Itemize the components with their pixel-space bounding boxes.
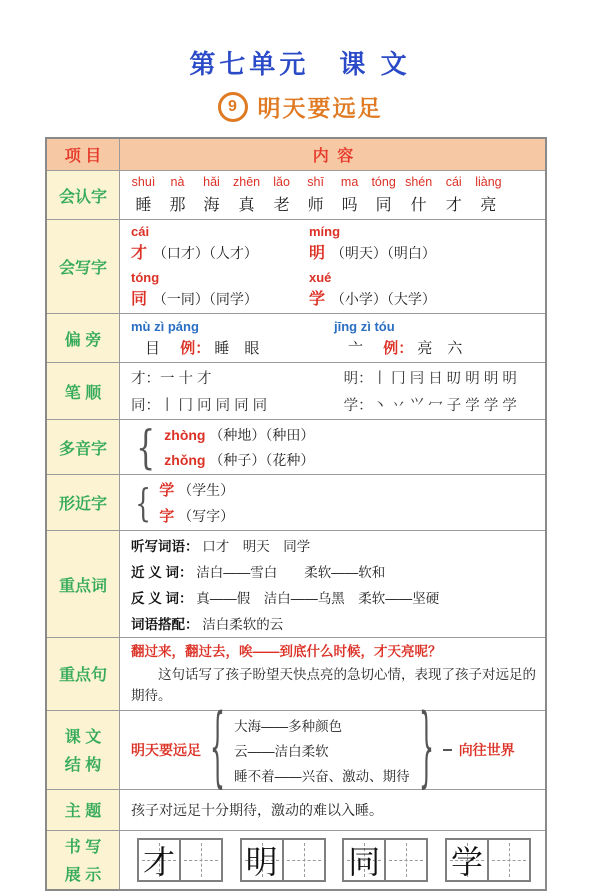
theme-text: 孩子对远足十分期待，激动的难以入睡。 [131, 801, 383, 818]
example-label: 例： [180, 339, 211, 357]
radical-examples: 亮 六 [417, 339, 463, 357]
page-header [0, 0, 600, 123]
practice-hanzi: 学 [450, 842, 483, 881]
writing-box-pair [240, 838, 326, 882]
radical-glyph: 目 [145, 339, 161, 357]
pinyin: hǎi [203, 175, 220, 189]
row-writing-display [47, 830, 545, 889]
label-theme: 主 题 [64, 803, 102, 821]
line-text: 口才 明天 同学 [202, 539, 311, 554]
char-pinyin-pair [303, 175, 328, 215]
structure-result: 向往世界 [458, 741, 515, 758]
row-key-words [47, 530, 545, 637]
connector-line [443, 749, 452, 751]
radical-examples: 睡 眼 [214, 339, 260, 357]
header-item-label: 项 目 [64, 148, 102, 165]
table-header-row [47, 139, 545, 170]
row-stroke-order [47, 362, 545, 419]
pinyin: míng [309, 224, 341, 239]
row-similar-chars [47, 474, 545, 530]
writing-grid [131, 836, 537, 884]
practice-hanzi: 明 [245, 842, 278, 881]
example-words: （一同）（同学） [152, 291, 258, 307]
pinyin: zhǒng [164, 451, 206, 468]
radical-group [334, 319, 537, 358]
hanzi: 亮 [480, 197, 497, 214]
writing-box-filled [445, 838, 489, 882]
key-sentence: 翻过来，翻过去，唉——到底什么时候，才天亮呢？ [131, 644, 442, 659]
hanzi: 学 [159, 482, 175, 499]
pinyin: tóng [131, 270, 160, 285]
writing-box-empty [384, 838, 428, 882]
writing-box-pair [137, 838, 223, 882]
polyphonic-list [164, 425, 314, 470]
example-words: （种子）（花种） [209, 451, 315, 468]
sentence-analysis: 这句话写了孩子盼望天快点亮的急切心情，表现了孩子对远足的期待。 [131, 667, 536, 703]
similar-char-entry [159, 479, 234, 500]
hanzi: 海 [203, 197, 220, 214]
label-structure-line2: 结 构 [64, 757, 102, 775]
right-brace-icon: } [418, 697, 434, 800]
write-char-entry [131, 224, 309, 263]
stroke-order-line: 明：丨 冂 冃 日 旫 明 明 明 [343, 371, 517, 387]
hanzi: 同 [375, 197, 392, 214]
row-write-chars [47, 219, 545, 313]
char-pinyin-pair [475, 175, 501, 215]
char-pinyin-pair [371, 175, 396, 215]
row-key-sentence [47, 637, 545, 710]
char-pinyin-pair [131, 175, 156, 215]
hanzi: 吗 [341, 197, 358, 214]
hanzi: 学 [309, 291, 326, 308]
hanzi: 同 [131, 291, 148, 308]
label-polyphonic-chars: 多音字 [58, 440, 107, 458]
pinyin: zhòng [164, 426, 206, 443]
writing-box-filled [342, 838, 386, 882]
example-words: （口才）（人才） [152, 245, 258, 261]
unit-title: 第七单元 课 文 [189, 49, 411, 79]
hanzi: 才 [445, 197, 462, 214]
label-key-words: 重点词 [58, 577, 107, 595]
hanzi: 才 [131, 245, 148, 262]
pinyin: zhēn [233, 175, 261, 189]
stroke-order-line: 学：丶 丷 ⺍ 冖 子 学 学 学 [343, 398, 517, 414]
key-word-lines [131, 535, 537, 633]
hanzi: 字 [159, 508, 175, 525]
writing-box-filled [137, 838, 181, 882]
pinyin: shén [405, 175, 433, 189]
structure-branch: 大海——多种颜色 [234, 718, 343, 734]
line-label: 反 义 词： [131, 591, 193, 606]
write-char-list [131, 224, 537, 309]
char-pinyin-pair [269, 175, 294, 215]
label-similar-chars: 形近字 [58, 496, 107, 513]
label-write-chars: 会写字 [58, 260, 107, 277]
char-pinyin-pair [337, 175, 362, 215]
line-text: 洁白——雪白 柔软——软和 [196, 565, 386, 580]
header-content-label: 内 容 [312, 148, 356, 165]
example-words: （写字） [178, 508, 235, 524]
polyphonic-entry [164, 450, 314, 470]
recognize-char-list [131, 175, 537, 215]
pinyin: xué [309, 270, 332, 285]
label-writing-line2: 展 示 [64, 867, 102, 885]
key-word-line [131, 535, 537, 555]
structure-branch: 云——洁白柔软 [234, 743, 329, 759]
lesson-title-row [0, 90, 600, 123]
lesson-number-badge: 9 [218, 92, 248, 122]
practice-hanzi: 才 [142, 842, 175, 881]
pinyin: shuì [131, 175, 156, 189]
polyphonic-entry [164, 425, 314, 445]
example-label: 例： [383, 339, 414, 357]
row-text-structure [47, 697, 545, 800]
writing-box-pair [342, 838, 428, 882]
header-item-cell [47, 139, 120, 170]
left-brace-icon: { [135, 480, 151, 525]
pinyin: liàng [475, 175, 502, 189]
label-radicals: 偏 旁 [64, 331, 102, 349]
writing-box-empty [282, 838, 326, 882]
writing-box-pair [445, 838, 531, 882]
row-polyphonic-chars [47, 419, 545, 474]
writing-box-empty [487, 838, 531, 882]
header-content-cell [120, 139, 545, 170]
char-pinyin-pair [233, 175, 260, 215]
label-recognize-chars: 会认字 [58, 188, 107, 206]
label-key-sentence: 重点句 [58, 667, 107, 685]
char-pinyin-pair [199, 175, 224, 215]
line-text: 洁白柔软的云 [202, 617, 284, 632]
example-words: （小学）（大学） [330, 291, 436, 307]
write-char-entry [309, 270, 537, 309]
line-label: 听写词语： [131, 539, 199, 554]
pinyin: tóng [371, 175, 396, 189]
write-char-entry [131, 270, 309, 309]
similar-char-list [159, 479, 234, 526]
left-brace-icon: { [209, 697, 226, 800]
hanzi: 真 [238, 197, 255, 214]
hanzi: 老 [273, 197, 290, 214]
hanzi: 什 [410, 197, 427, 214]
stroke-order-line: 同：丨 冂 冋 同 同 同 [131, 398, 268, 414]
summary-table [45, 137, 547, 891]
key-word-line [131, 587, 537, 607]
stroke-order-list [131, 367, 537, 415]
left-brace-icon: { [136, 420, 156, 474]
example-words: （学生） [178, 482, 235, 498]
char-pinyin-pair [441, 175, 466, 215]
stroke-order-line: 才：一 十 才 [131, 371, 212, 387]
practice-hanzi: 同 [348, 842, 381, 881]
radical-group [131, 319, 334, 358]
hanzi: 师 [307, 197, 324, 214]
line-text: 真——假 洁白——乌黑 柔软——坚硬 [196, 591, 440, 606]
label-stroke-order: 笔 顺 [64, 384, 102, 402]
writing-box-empty [179, 838, 223, 882]
example-words: （明天）（明白） [330, 245, 436, 261]
writing-box-filled [240, 838, 284, 882]
char-pinyin-pair [405, 175, 432, 215]
line-label: 近 义 词： [131, 565, 193, 580]
row-recognize-chars [47, 170, 545, 219]
line-label: 词语搭配： [131, 617, 199, 632]
structure-branch: 睡不着——兴奋、激动、期待 [234, 768, 410, 784]
radical-groups [131, 319, 537, 358]
radical-pinyin: mù zì páng [131, 318, 199, 334]
pinyin: cái [131, 224, 150, 239]
pinyin: nà [170, 175, 185, 189]
pinyin: lǎo [273, 175, 290, 189]
example-words: （种地）（种田） [209, 426, 315, 443]
key-word-line [131, 561, 537, 581]
row-theme [47, 789, 545, 830]
radical-pinyin: jīng zì tóu [334, 318, 395, 334]
hanzi: 睡 [135, 197, 152, 214]
lesson-title: 明天要远足 [257, 95, 383, 121]
label-structure-line1: 课 文 [64, 729, 102, 747]
pinyin: shī [307, 175, 324, 189]
similar-char-entry [159, 505, 234, 526]
structure-branches [234, 715, 410, 785]
char-pinyin-pair [165, 175, 190, 215]
write-char-entry [309, 224, 537, 263]
structure-root: 明天要远足 [131, 741, 201, 758]
row-radicals [47, 313, 545, 362]
label-writing-line1: 书 写 [64, 839, 102, 857]
key-word-line [131, 613, 537, 633]
pinyin: ma [340, 175, 359, 189]
radical-glyph: 亠 [348, 339, 364, 357]
pinyin: cái [445, 175, 462, 189]
hanzi: 明 [309, 245, 326, 262]
hanzi: 那 [169, 197, 186, 214]
